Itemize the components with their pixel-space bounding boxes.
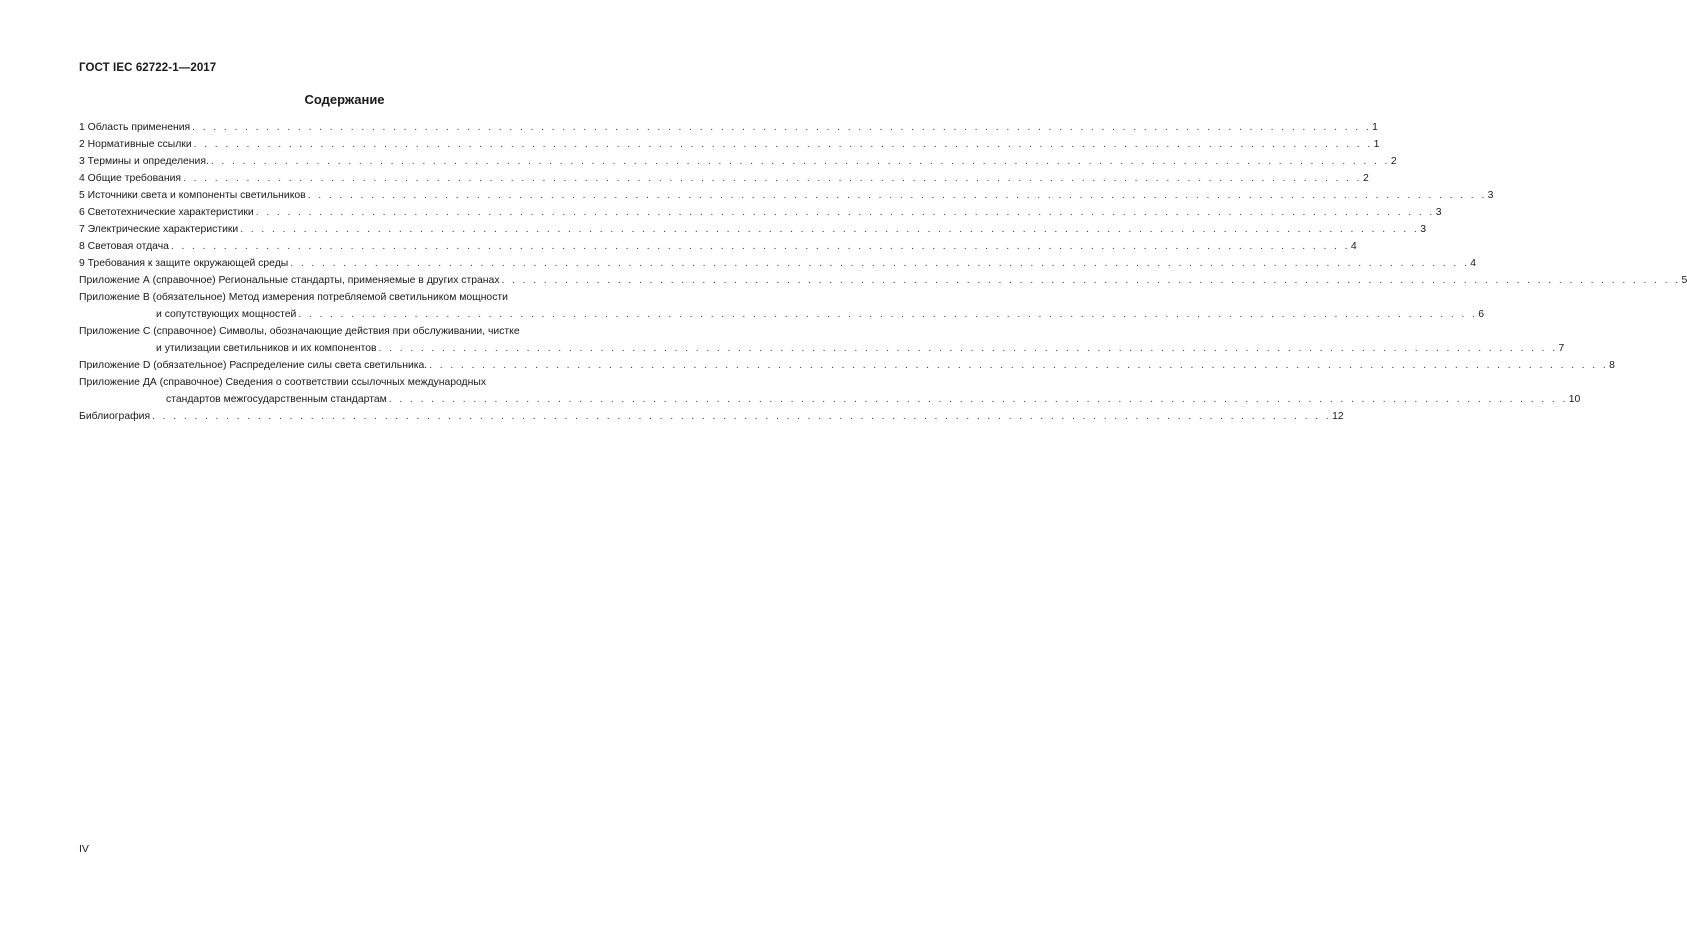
toc-entry-label: 3 Термины и определения. — [79, 156, 209, 167]
toc-title: Содержание — [304, 92, 385, 107]
toc-leader-dots: . . . . . . . . . . . . . . . . . . . . . . . . . . . . . . . . . . . . . . . . . . . . . . . . . . . . . . . . . . . . . . . . . . . . . . . . . . . . . . . . . . . . . . . . . . . . . . . . . . . . . . . . . . . . . . . . — [298, 309, 1478, 320]
table-of-contents — [79, 120, 1687, 425]
toc-entry-annex-d[interactable] — [79, 357, 1615, 374]
toc-entry-efficacy[interactable] — [79, 238, 1357, 255]
toc-entry-label: Библиография — [79, 411, 151, 422]
toc-entry-annex-da[interactable] — [79, 374, 1581, 408]
toc-entry-label: 8 Световая отдача — [79, 241, 169, 252]
toc-entry-label: 2 Нормативные ссылки — [79, 139, 192, 150]
toc-page-number: 5 — [1681, 275, 1687, 286]
toc-page-number: 2 — [1390, 156, 1397, 167]
toc-entry-annex-a[interactable] — [79, 272, 1687, 289]
toc-leader-dots: . . . . . . . . . . . . . . . . . . . . . . . . . . . . . . . . . . . . . . . . . . . . . . . . . . . . . . . . . . . . . . . . . . . . . . . . . . . . . . . . . . . . . . . . . . . . . . . . . . . . . . . . . . . . . . . . — [152, 411, 1332, 422]
toc-entry-electrical[interactable] — [79, 221, 1426, 238]
toc-page-number: 4 — [1350, 241, 1357, 252]
toc-entry-label: 6 Светотехнические характеристики — [79, 207, 254, 218]
toc-entry-bibliography[interactable] — [79, 408, 1344, 425]
toc-entry-scope[interactable] — [79, 120, 1378, 136]
toc-page-number: 1 — [1372, 122, 1378, 133]
toc-entry-general-requirements[interactable] — [79, 170, 1369, 187]
toc-entry-terms[interactable] — [79, 153, 1397, 170]
toc-leader-dots: . . . . . . . . . . . . . . . . . . . . . . . . . . . . . . . . . . . . . . . . . . . . . . . . . . . . . . . . . . . . . . . . . . . . . . . . . . . . . . . . . . . . . . . . . . . . . . . . . . . . . . . . . . . . . . . . — [388, 394, 1568, 405]
toc-page-number: 1 — [1373, 139, 1380, 150]
toc-leader-dots: . . . . . . . . . . . . . . . . . . . . . . . . . . . . . . . . . . . . . . . . . . . . . . . . . . . . . . . . . . . . . . . . . . . . . . . . . . . . . . . . . . . . . . . . . . . . . . . . . . . . . . . . . . . . . . . . — [378, 343, 1558, 354]
toc-leader-dots: . . . . . . . . . . . . . . . . . . . . . . . . . . . . . . . . . . . . . . . . . . . . . . . . . . . . . . . . . . . . . . . . . . . . . . . . . . . . . . . . . . . . . . . . . . . . . . . . . . . . . . . . . . . . . . . . — [429, 360, 1609, 371]
toc-leader-dots: . . . . . . . . . . . . . . . . . . . . . . . . . . . . . . . . . . . . . . . . . . . . . . . . . . . . . . . . . . . . . . . . . . . . . . . . . . . . . . . . . . . . . . . . . . . . . . . . . . . . . . . . . . . . . . . . — [307, 190, 1487, 201]
toc-entry-label: Приложение А (справочное) Региональные стандарты, применяемые в других странах — [79, 275, 500, 286]
toc-entry-label: 5 Источники света и компоненты светильников — [79, 190, 306, 201]
toc-entry-label: Приложение D (обязательное) Распределение силы света светильника. — [79, 360, 428, 371]
toc-entry-label: Приложение С (справочное) Символы, обозначающие действия при обслуживании, чистке — [79, 326, 520, 337]
toc-page-number: 2 — [1362, 173, 1369, 184]
toc-leader-dots: . . . . . . . . . . . . . . . . . . . . . . . . . . . . . . . . . . . . . . . . . . . . . . . . . . . . . . . . . . . . . . . . . . . . . . . . . . . . . . . . . . . . . . . . . . . . . . . . . . . . . . . . . . . . . . . . — [501, 275, 1681, 286]
toc-leader-dots: . . . . . . . . . . . . . . . . . . . . . . . . . . . . . . . . . . . . . . . . . . . . . . . . . . . . . . . . . . . . . . . . . . . . . . . . . . . . . . . . . . . . . . . . . . . . . . . . . . . . . . . . . . . . . . . . — [183, 173, 1362, 184]
toc-page-number: 3 — [1435, 207, 1442, 218]
toc-leader-dots: . . . . . . . . . . . . . . . . . . . . . . . . . . . . . . . . . . . . . . . . . . . . . . . . . . . . . . . . . . . . . . . . . . . . . . . . . . . . . . . . . . . . . . . . . . . . . . . . . . . . . . . . . . . . . . . . — [193, 139, 1373, 150]
toc-leader-dots: . . . . . . . . . . . . . . . . . . . . . . . . . . . . . . . . . . . . . . . . . . . . . . . . . . . . . . . . . . . . . . . . . . . . . . . . . . . . . . . . . . . . . . . . . . . . . . . . . . . . . . . . . . . . . . . . — [255, 207, 1435, 218]
toc-page-number: 7 — [1558, 343, 1565, 354]
toc-page-number: 3 — [1420, 224, 1426, 235]
toc-page-number: 4 — [1470, 258, 1477, 269]
toc-leader-dots: . . . . . . . . . . . . . . . . . . . . . . . . . . . . . . . . . . . . . . . . . . . . . . . . . . . . . . . . . . . . . . . . . . . . . . . . . . . . . . . . . . . . . . . . . . . . . . . . . . . . . . . . . . . . . . . . — [170, 241, 1350, 252]
toc-entry-label-continued: стандартов межгосударственным стандартам — [166, 394, 387, 405]
toc-page-number: 8 — [1609, 360, 1615, 371]
toc-leader-dots: . . . . . . . . . . . . . . . . . . . . . . . . . . . . . . . . . . . . . . . . . . . . . . . . . . . . . . . . . . . . . . . . . . . . . . . . . . . . . . . . . . . . . . . . . . . . . . . . . . . . . . . . . . . . . . . . — [290, 258, 1470, 269]
toc-entry-label-continued: и сопутствующих мощностей — [156, 309, 297, 320]
toc-page-number: 6 — [1478, 309, 1485, 320]
toc-entry-photometric[interactable] — [79, 204, 1442, 221]
toc-leader-dots: . . . . . . . . . . . . . . . . . . . . . . . . . . . . . . . . . . . . . . . . . . . . . . . . . . . . . . . . . . . . . . . . . . . . . . . . . . . . . . . . . . . . . . . . . . . . . . . . . . . . . . . . . . . . . . . . — [240, 224, 1420, 235]
toc-leader-dots: . . . . . . . . . . . . . . . . . . . . . . . . . . . . . . . . . . . . . . . . . . . . . . . . . . . . . . . . . . . . . . . . . . . . . . . . . . . . . . . . . . . . . . . . . . . . . . . . . . . . . . . . . . . . . . . . — [210, 156, 1390, 167]
toc-entry-label: 1 Область применения — [79, 122, 191, 133]
toc-entry-normative-references[interactable] — [79, 136, 1380, 153]
toc-page-number: 3 — [1487, 190, 1494, 201]
toc-entry-annex-c[interactable] — [79, 323, 1565, 357]
standard-header: ГОСТ IEC 62722-1—2017 — [79, 62, 217, 74]
toc-leader-dots: . . . . . . . . . . . . . . . . . . . . . . . . . . . . . . . . . . . . . . . . . . . . . . . . . . . . . . . . . . . . . . . . . . . . . . . . . . . . . . . . . . . . . . . . . . . . . . . . . . . . . . . . . . . . . . . . — [192, 122, 1372, 133]
toc-entry-light-sources[interactable] — [79, 187, 1494, 204]
toc-entry-environment[interactable] — [79, 255, 1477, 272]
toc-page-number: 12 — [1332, 411, 1344, 422]
toc-entry-label: Приложение ДА (справочное) Сведения о соответствии ссылочных международных — [79, 377, 487, 388]
toc-entry-label: 4 Общие требования — [79, 173, 181, 184]
page-number: IV — [79, 843, 89, 855]
toc-entry-label-continued: и утилизации светильников и их компонентов — [156, 343, 377, 354]
toc-entry-annex-b[interactable] — [79, 289, 1485, 323]
toc-entry-label: 9 Требования к защите окружающей среды — [79, 258, 289, 269]
toc-entry-label: Приложение В (обязательное) Метод измерения потребляемой светильником мощности — [79, 292, 508, 303]
toc-page-number: 10 — [1568, 394, 1581, 405]
toc-entry-label: 7 Электрические характеристики — [79, 224, 239, 235]
